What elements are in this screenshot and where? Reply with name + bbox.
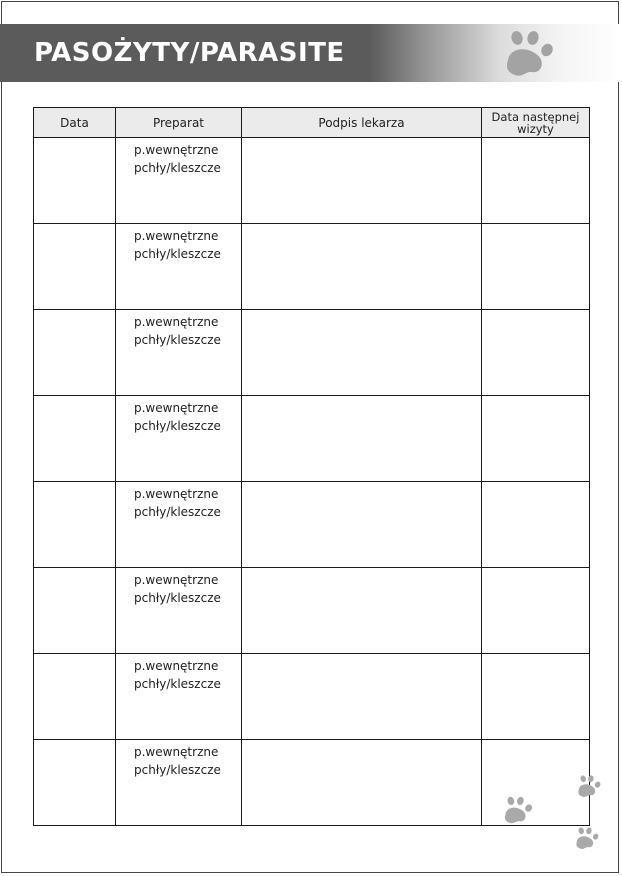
preparat-fleas-ticks-label: pchły/kleszcze bbox=[134, 505, 221, 519]
next-visit-cell[interactable] bbox=[482, 654, 590, 740]
date-cell[interactable] bbox=[34, 310, 116, 396]
next-visit-cell[interactable] bbox=[482, 224, 590, 310]
preparat-internal-label: p.wewnętrzne bbox=[134, 401, 219, 415]
column-header-date: Data bbox=[34, 108, 116, 138]
date-cell[interactable] bbox=[34, 224, 116, 310]
date-cell[interactable] bbox=[34, 568, 116, 654]
signature-cell[interactable] bbox=[242, 568, 482, 654]
signature-cell[interactable] bbox=[242, 482, 482, 568]
signature-cell[interactable] bbox=[242, 138, 482, 224]
column-header-preparat: Preparat bbox=[116, 108, 242, 138]
paw-print-icon bbox=[576, 774, 602, 800]
preparat-fleas-ticks-label: pchły/kleszcze bbox=[134, 763, 221, 777]
next-visit-cell[interactable] bbox=[482, 396, 590, 482]
table-row bbox=[34, 396, 590, 482]
preparat-internal-label: p.wewnętrzne bbox=[134, 143, 219, 157]
preparat-internal-label: p.wewnętrzne bbox=[134, 745, 219, 759]
signature-cell[interactable] bbox=[242, 310, 482, 396]
date-cell[interactable] bbox=[34, 396, 116, 482]
table-header-row bbox=[34, 108, 590, 138]
page-title: PASOŻYTY/PARASITE bbox=[34, 38, 345, 68]
preparat-cell bbox=[116, 568, 242, 654]
column-header-doctor-signature: Podpis lekarza bbox=[242, 108, 482, 138]
column-header-next-visit-date: Data następnej wizyty bbox=[482, 108, 590, 138]
next-visit-cell[interactable] bbox=[482, 310, 590, 396]
preparat-internal-label: p.wewnętrzne bbox=[134, 487, 219, 501]
preparat-fleas-ticks-label: pchły/kleszcze bbox=[134, 591, 221, 605]
preparat-fleas-ticks-label: pchły/kleszcze bbox=[134, 247, 221, 261]
preparat-fleas-ticks-label: pchły/kleszcze bbox=[134, 333, 221, 347]
signature-cell[interactable] bbox=[242, 396, 482, 482]
preparat-internal-label: p.wewnętrzne bbox=[134, 229, 219, 243]
paw-print-icon bbox=[502, 30, 556, 80]
table-row bbox=[34, 568, 590, 654]
preparat-fleas-ticks-label: pchły/kleszcze bbox=[134, 677, 221, 691]
preparat-cell bbox=[116, 224, 242, 310]
preparat-cell bbox=[116, 740, 242, 826]
date-cell[interactable] bbox=[34, 654, 116, 740]
table-row bbox=[34, 654, 590, 740]
table-row bbox=[34, 138, 590, 224]
next-visit-cell[interactable] bbox=[482, 482, 590, 568]
paw-print-icon bbox=[574, 826, 600, 852]
preparat-fleas-ticks-label: pchły/kleszcze bbox=[134, 161, 221, 175]
table-row bbox=[34, 224, 590, 310]
date-cell[interactable] bbox=[34, 740, 116, 826]
signature-cell[interactable] bbox=[242, 654, 482, 740]
date-cell[interactable] bbox=[34, 482, 116, 568]
paw-print-icon bbox=[502, 796, 534, 826]
preparat-internal-label: p.wewnętrzne bbox=[134, 659, 219, 673]
parasite-treatment-table bbox=[33, 107, 590, 826]
preparat-cell bbox=[116, 654, 242, 740]
preparat-cell bbox=[116, 482, 242, 568]
date-cell[interactable] bbox=[34, 138, 116, 224]
table-row bbox=[34, 310, 590, 396]
preparat-cell bbox=[116, 396, 242, 482]
next-visit-cell[interactable] bbox=[482, 740, 590, 826]
preparat-internal-label: p.wewnętrzne bbox=[134, 315, 219, 329]
table-row bbox=[34, 482, 590, 568]
next-visit-cell[interactable] bbox=[482, 568, 590, 654]
preparat-cell bbox=[116, 310, 242, 396]
preparat-internal-label: p.wewnętrzne bbox=[134, 573, 219, 587]
preparat-cell bbox=[116, 138, 242, 224]
preparat-fleas-ticks-label: pchły/kleszcze bbox=[134, 419, 221, 433]
next-visit-cell[interactable] bbox=[482, 138, 590, 224]
signature-cell[interactable] bbox=[242, 740, 482, 826]
signature-cell[interactable] bbox=[242, 224, 482, 310]
